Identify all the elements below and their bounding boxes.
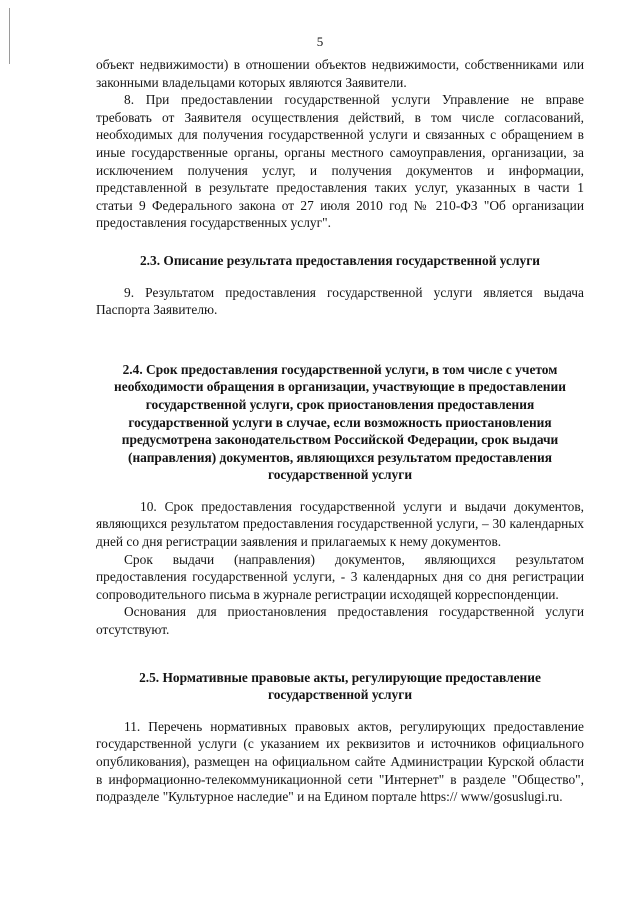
clause-8-paragraph: 8. При предоставлении государственной услуги Управление не вправе требовать от Заявителя осуществления действий, в том числе согласований, необходимых для получения государственной услуги и связанных с обращением в иные государственные органы, органы местного самоуправления, организации, за исключением получения услуг, и получения документов и информации, представленной в результате предоставления таких услуг, указанных в части 1 статьи 9 Федерального закона от 27 июля 2010 год № 210-ФЗ "Об организации предоставления государственных услуг". [96,92,584,231]
intro-paragraph-1: объект недвижимости) в отношении объектов недвижимости, собственниками или законными владельцами которых являются Заявители. [96,57,584,90]
clause-10-paragraph: 10. Срок предоставления государственной услуги и выдачи документов, являющихся результатом предоставления государственной услуги, – 30 календарных дней со дня регистрации заявления и прилагаемых к нему документов. [96,498,584,550]
clause-9-paragraph: 9. Результатом предоставления государственной услуги является выдача Паспорта Заявителю. [96,284,584,318]
section-2-5-heading: 2.5. Нормативные правовые акты, регулирующие предоставление государственной услуги [139,669,541,703]
suspension-grounds-paragraph: Основания для приостановления предоставления государственной услуги отсутствуют. [96,604,584,638]
issue-term-paragraph: Срок выдачи (направления) документов, являющихся результатом предоставления государственной услуги, - 3 календарных дня со дня регистрации сопроводительного письма в журнале регистрации исходящей корреспонденции. [96,551,584,602]
section-2-3-heading: 2.3. Описание результата предоставления государственной услуги [139,252,541,268]
clause-11-paragraph: 11. Перечень нормативных правовых актов, регулирующих предоставление государственной услуги (с указанием их реквизитов и источников официального опубликования), размещен на официальном сайте Администрации Курской области в информационно-телекоммуникационной сети "Интернет" в разделе "Общество", подразделе "Культурное наследие" и на Едином портале https:// www/gosuslugi.ru. [96,718,584,805]
page-number: 5 [316,34,324,49]
page-body [96,56,584,806]
section-2-4-heading: 2.4. Срок предоставления государственной услуги, в том числе с учетом необходимости обращения в организации, участвующие в предоставлении государственной услуги, срок приостановления предоставления государственной услуги в случае, если возможность приостановления предусмотрена законодательством Российской Федерации, срок выдачи (направления) документов, являющихся результатом предоставления государственной услуги [114,361,566,483]
